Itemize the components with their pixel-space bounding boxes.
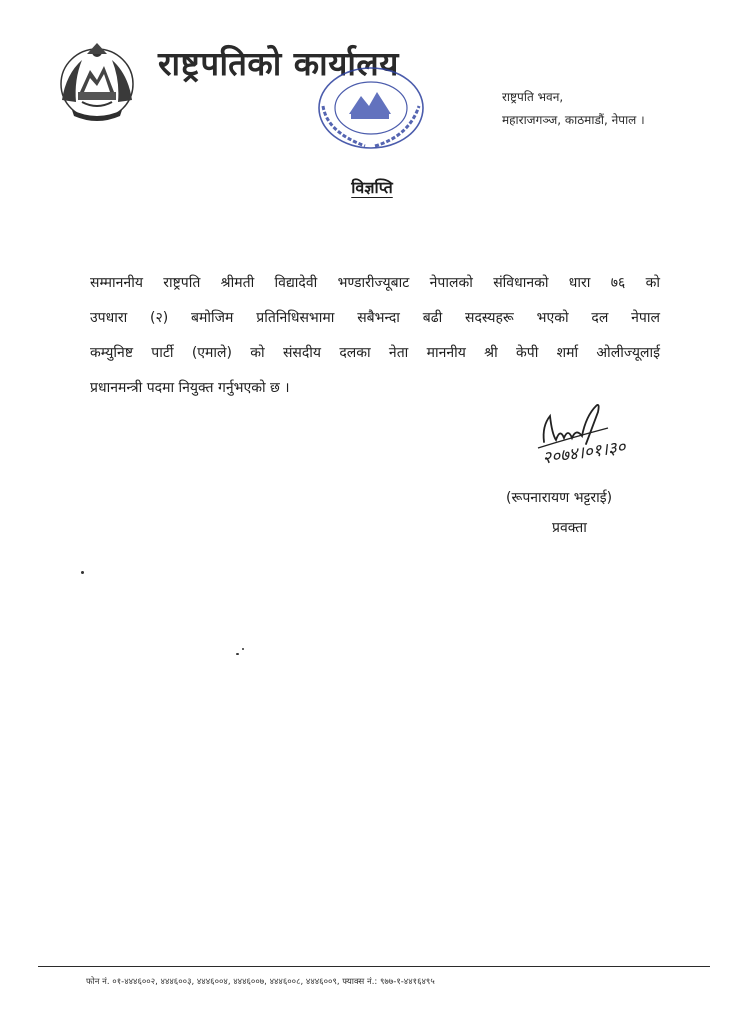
- footer-divider: [38, 966, 710, 967]
- scan-speck: [81, 571, 84, 574]
- nepal-emblem-icon: [54, 40, 140, 124]
- signature-date: २०७४।०१।३०: [541, 437, 627, 469]
- notice-body: [90, 266, 660, 406]
- office-address: [502, 86, 645, 132]
- notice-line: कम्युनिष्ट पार्टी (एमाले) को संसदीय दलका नेता माननीय श्री केपी शर्मा ओलीज्यूलाई: [90, 345, 660, 361]
- office-title: राष्ट्रपतिको कार्यालय: [158, 44, 399, 83]
- scan-speck: [236, 653, 239, 655]
- notice-title: विज्ञप्ति: [351, 178, 393, 197]
- signer-role: प्रवक्ता: [552, 520, 587, 536]
- office-stamp: [305, 66, 437, 156]
- footer-contact: फोन नं. ०१-४४४६००२, ४४४६००३, ४४४६००४, ४४४६००७, ४४४६००८, ४४४६००९, फ्याक्स नं.: ९७७-१-४४१६४९५: [86, 977, 435, 987]
- address-line-1: राष्ट्रपति भवन,: [502, 90, 564, 104]
- notice-line: उपधारा (२) बमोजिम प्रतिनिधिसभामा सबैभन्दा बढी सदस्यहरू भएको दल नेपाल: [90, 310, 660, 326]
- address-line-2: महाराजगञ्ज, काठमाडौं, नेपाल ।: [502, 113, 645, 127]
- signer-name: (रूपनारायण भट्टराई): [506, 490, 613, 506]
- notice-line: प्रधानमन्त्री पदमा नियुक्त गर्नुभएको छ ।: [90, 380, 290, 396]
- notice-line: सम्माननीय राष्ट्रपति श्रीमती विद्यादेवी भण्डारीज्यूबाट नेपालको संविधानको धारा ७६ को: [90, 275, 660, 291]
- scan-speck: [242, 648, 244, 650]
